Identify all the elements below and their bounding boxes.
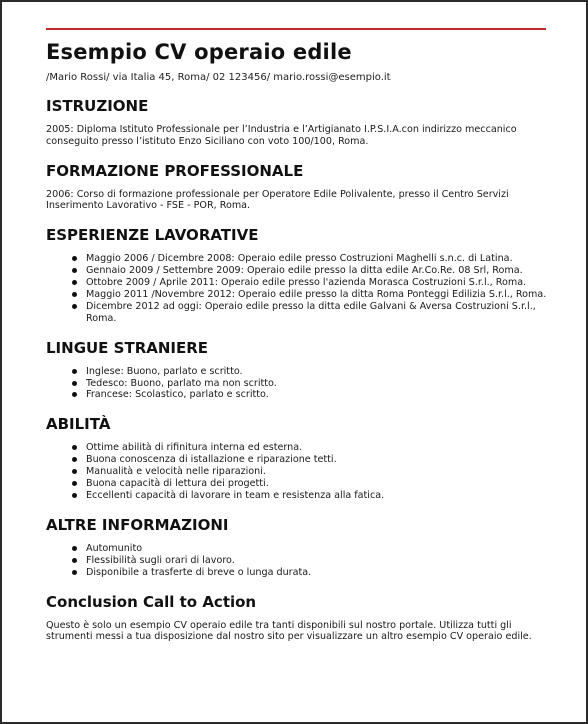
bullet-icon [72, 381, 77, 386]
list-item-text: Maggio 2011 /Novembre 2012: Operaio edile presso la ditta Roma Ponteggi Edilizia S.r.l., Roma. [86, 288, 547, 300]
list-item [86, 454, 551, 466]
bullet-icon [72, 493, 77, 498]
list-item [86, 289, 551, 301]
list-item-text: Ottime abilità di rifinitura interna ed esterna. [86, 442, 303, 454]
bullet-icon [72, 457, 77, 462]
list-item [86, 466, 551, 478]
bullet-icon [72, 558, 77, 563]
bullet-icon [72, 392, 77, 397]
section-heading-istruzione: ISTRUZIONE [46, 97, 149, 115]
list-item [86, 555, 551, 567]
bullet-icon [72, 481, 77, 486]
list-item-text: Eccellenti capacità di lavorare in team e resistenza alla fatica. [86, 489, 385, 501]
list-item-text: Buona capacità di lettura dei progetti. [86, 478, 269, 490]
list-item-text: Francese: Scolastico, parlato e scritto. [86, 389, 269, 401]
section-heading-abilita: ABILITÀ [46, 415, 111, 434]
bullet-icon [72, 369, 77, 374]
altre-list [46, 543, 551, 579]
list-item [86, 389, 551, 401]
list-item-text: Flessibilità sugli orari di lavoro. [86, 554, 235, 566]
bullet-icon [72, 292, 77, 297]
bullet-icon [72, 256, 77, 261]
section-heading-esperienze: ESPERIENZE LAVORATIVE [46, 226, 259, 245]
section-heading-altre: ALTRE INFORMAZIONI [46, 515, 229, 534]
list-item [86, 366, 551, 378]
list-item [86, 265, 551, 277]
conclusion-text: Questo è solo un esempio CV operaio edile tra tanti disponibili sul nostro portale. Utilizza tutti gli strumenti messi a tua disposizione dal nostro sito per visualizzare un altro esempio CV operaio edile. [46, 619, 532, 643]
bullet-icon [72, 445, 77, 450]
list-item-text: Buona conoscenza di istallazione e riparazione tetti. [86, 454, 337, 466]
list-item [86, 378, 551, 390]
list-item-text: Manualità e velocità nelle riparazioni. [86, 466, 266, 478]
list-item-text: Gennaio 2009 / Settembre 2009: Operaio edile presso la ditta edile Ar.Co.Re. 08 Srl, Roma. [86, 265, 523, 277]
cv-content [46, 40, 551, 643]
page-title: Esempio CV operaio edile [46, 40, 352, 64]
abilita-list [46, 442, 551, 502]
list-item-text: Disponibile a trasferte di breve o lunga durata. [86, 566, 312, 578]
accent-divider [46, 28, 546, 30]
list-item [86, 490, 551, 502]
list-item-text: Maggio 2006 / Dicembre 2008: Operaio edile presso Costruzioni Maghelli s.n.c. di Latina. [86, 253, 513, 265]
lingue-list [46, 366, 551, 402]
bullet-icon [72, 546, 77, 551]
formazione-text: 2006: Corso di formazione professionale per Operatore Edile Polivalente, presso il Centro Servizi Inserimento Lavorativo - FSE - POR, Roma. [46, 188, 509, 212]
list-item [86, 567, 551, 579]
bullet-icon [72, 469, 77, 474]
list-item [86, 543, 551, 555]
list-item-text: Tedesco: Buono, parlato ma non scritto. [86, 377, 277, 389]
list-item [86, 277, 551, 289]
list-item [86, 253, 551, 265]
section-heading-formazione: FORMAZIONE PROFESSIONALE [46, 161, 304, 180]
section-heading-lingue: LINGUE STRANIERE [46, 338, 209, 357]
contact-line: /Mario Rossi/ via Italia 45, Roma/ 02 123456/ mario.rossi@esempio.it [46, 72, 391, 83]
list-item [86, 301, 551, 325]
list-item-text: Automunito [86, 542, 143, 554]
bullet-icon [72, 280, 77, 285]
list-item [86, 478, 551, 490]
list-item [86, 442, 551, 454]
bullet-icon [72, 304, 77, 309]
esperienze-list [46, 253, 551, 324]
bullet-icon [72, 268, 77, 273]
section-heading-conclusion: Conclusion Call to Action [46, 592, 257, 611]
istruzione-text: 2005: Diploma Istituto Professionale per l’Industria e l’Artigianato I.P.S.I.A.con indirizzo meccanico conseguito presso l’istituto Enzo Siciliano con voto 100/100, Roma. [46, 124, 517, 147]
list-item-text: Dicembre 2012 ad oggi: Operaio edile presso la ditta edile Galvani & Aversa Costruzioni S.r.l., Roma. [86, 300, 536, 324]
list-item-text: Inglese: Buono, parlato e scritto. [86, 365, 243, 377]
list-item-text: Ottobre 2009 / Aprile 2011: Operaio edile presso l'azienda Morasca Costruzioni S.r.l., Roma. [86, 277, 527, 288]
bullet-icon [72, 570, 77, 575]
